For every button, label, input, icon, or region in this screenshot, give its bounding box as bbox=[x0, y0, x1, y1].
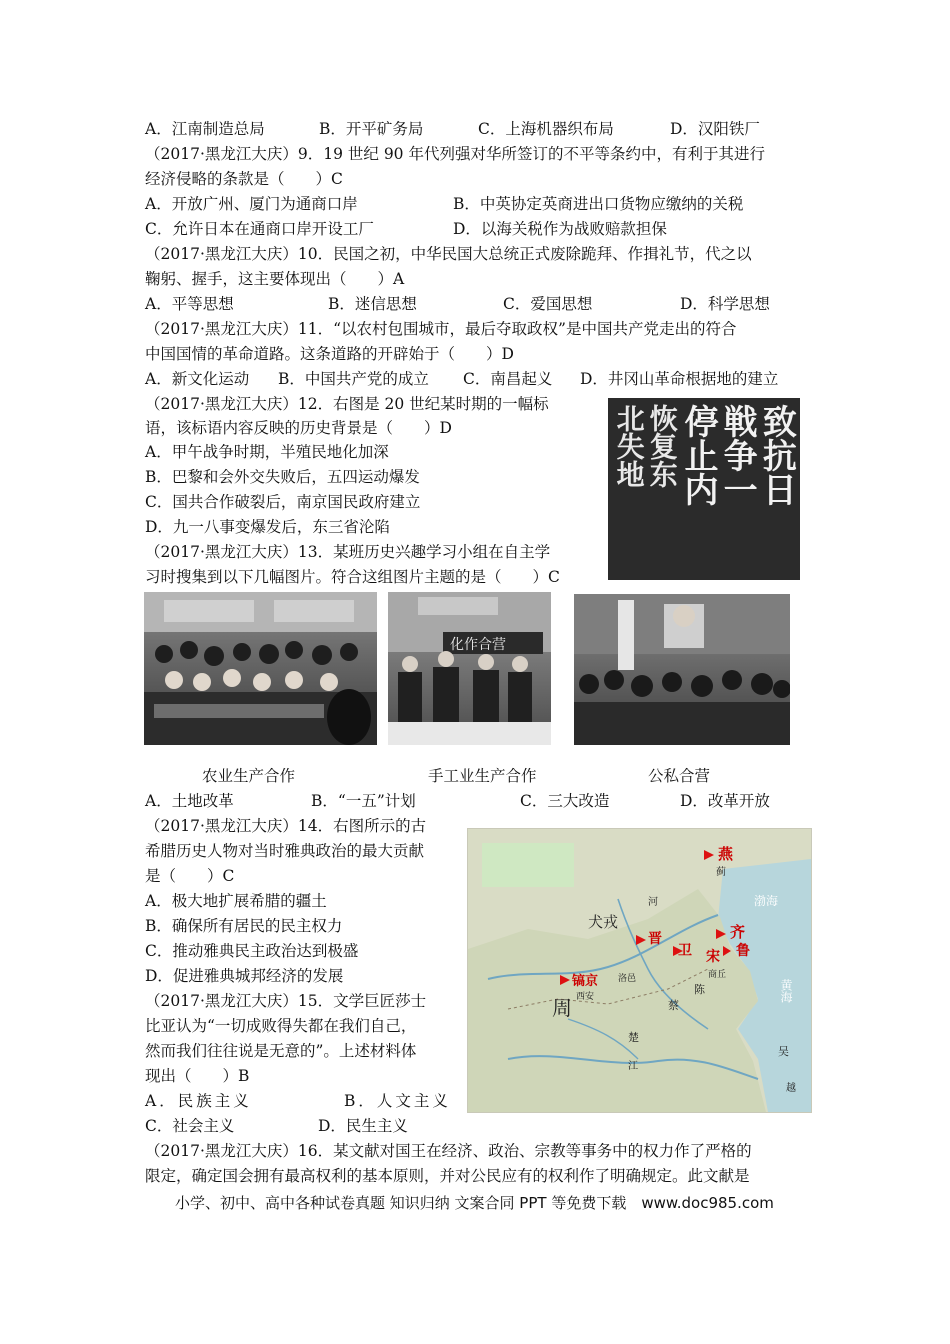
q11-stem-line1: （2017·黑龙江大庆）11．“以农村包围城市，最后夺取政权”是中国共产党走出的符合 bbox=[145, 320, 737, 338]
q12-stem-line2: 语，该标语内容反映的历史背景是（ ）D bbox=[145, 419, 452, 437]
q15-stem-line4: 现出（ ）B bbox=[145, 1067, 250, 1085]
label-jin: 晋 bbox=[648, 931, 662, 947]
label-bohai: 渤海 bbox=[754, 894, 779, 908]
label-ji: 蓟 bbox=[716, 867, 726, 878]
q10-option-b: B．迷信思想 bbox=[328, 295, 417, 313]
label-qi: 齐 bbox=[730, 923, 746, 941]
q13-option-d: D．改革开放 bbox=[680, 792, 770, 810]
q15-stem-line1: （2017·黑龙江大庆）15．文学巨匠莎士 bbox=[145, 992, 427, 1010]
slogan-column: 停止内 bbox=[677, 404, 718, 506]
q14-option-a: A．极大地扩展希腊的疆土 bbox=[145, 892, 327, 910]
label-yan: 燕 bbox=[718, 845, 734, 863]
q8-option-d: D．汉阳铁厂 bbox=[670, 120, 760, 138]
q10-stem-line1: （2017·黑龙江大庆）10．民国之初，中华民国大总统正式废除跪拜、作揖礼节，代之以 bbox=[145, 245, 752, 263]
label-luoyi: 洛邑 bbox=[618, 974, 637, 984]
label-shangqiu: 商丘 bbox=[708, 970, 727, 980]
q9-option-c: C．允许日本在通商口岸开设工厂 bbox=[145, 220, 374, 238]
q8-option-a: A．江南制造总局 bbox=[145, 120, 265, 138]
q13-stem-line1: （2017·黑龙江大庆）13．某班历史兴趣学习小组在自主学 bbox=[145, 543, 551, 561]
q13-option-a: A．土地改革 bbox=[145, 792, 234, 810]
q10-option-c: C．爱国思想 bbox=[503, 295, 593, 313]
q15-option-d: D．民生主义 bbox=[318, 1117, 408, 1135]
crowd-illustration bbox=[144, 592, 377, 745]
caption-agricultural: 农业生产合作 bbox=[202, 767, 296, 785]
q11-option-d: D．井冈山革命根据地的建立 bbox=[580, 370, 779, 388]
slogan-column: 戦争一 bbox=[717, 404, 758, 506]
joint-venture-illustration bbox=[574, 594, 790, 745]
q15-option-a: A．民族主义 bbox=[145, 1092, 252, 1110]
label-xian: 西安 bbox=[576, 992, 595, 1002]
q14-option-d: D．促进雅典城邦经济的发展 bbox=[145, 967, 344, 985]
q15-option-c: C．社会主义 bbox=[145, 1117, 235, 1135]
slogan-column: 恢复东 bbox=[645, 404, 679, 488]
q16-stem-line1: （2017·黑龙江大庆）16．某文献对国王在经济、政治、宗教等事务中的权力作了严格的 bbox=[145, 1142, 752, 1160]
q9-option-b: B．中英协定英商进出口货物应缴纳的关税 bbox=[453, 195, 744, 213]
page-footer: 小学、初中、高中各种试卷真题 知识归纳 文案合同 PPT 等免费下载 www.doc985.com bbox=[175, 1194, 774, 1212]
q14-option-b: B．确保所有居民的民主权力 bbox=[145, 917, 343, 935]
q11-option-a: A．新文化运动 bbox=[145, 370, 250, 388]
label-chu: 楚 bbox=[628, 1031, 639, 1044]
label-chen: 陈 bbox=[694, 983, 705, 996]
slogan-column: 北失地 bbox=[612, 404, 646, 488]
label-zhou: 周 bbox=[552, 996, 572, 1020]
q15-stem-line2: 比亚认为“一切成败得失都在我们自己， bbox=[145, 1017, 417, 1035]
label-song: 宋 bbox=[706, 949, 720, 965]
label-cai: 蔡 bbox=[668, 999, 679, 1012]
handicraft-cooperation-photo bbox=[388, 592, 551, 745]
q12-option-c: C．国共合作破裂后，南京国民政府建立 bbox=[145, 493, 421, 511]
q13-stem-line2: 习时搜集到以下几幅图片。符合这组图片主题的是（ ）C bbox=[145, 568, 560, 586]
handicraft-illustration bbox=[388, 592, 551, 745]
q10-option-d: D．科学思想 bbox=[680, 295, 770, 313]
q10-stem-line2: 鞠躬、握手，这主要体现出（ ）A bbox=[145, 270, 405, 288]
q15-option-b: B．人文主义 bbox=[344, 1092, 451, 1110]
q14-stem-line3: 是（ ）C bbox=[145, 867, 235, 885]
label-quanrong: 犬戎 bbox=[588, 913, 619, 931]
q15-stem-line3: 然而我们往往说是无意的”。上述材料体 bbox=[145, 1042, 417, 1060]
q11-option-b: B．中国共产党的成立 bbox=[278, 370, 429, 388]
q9-stem-line1: （2017·黑龙江大庆）9．19 世纪 90 年代列强对华所签订的不平等条约中，有利于其进行 bbox=[145, 145, 765, 163]
zhou-dynasty-map bbox=[467, 828, 812, 1113]
q13-option-c: C．三大改造 bbox=[520, 792, 610, 810]
q14-option-c: C．推动雅典民主政治达到极盛 bbox=[145, 942, 359, 960]
caption-handicraft: 手工业生产合作 bbox=[428, 767, 537, 785]
q14-stem-line1: （2017·黑龙江大庆）14．右图所示的古 bbox=[145, 817, 427, 835]
map-svg bbox=[468, 829, 811, 1112]
q16-stem-line2: 限定，确定国会拥有最高权利的基本原则，并对公民应有的权利作了明确规定。此文献是 bbox=[145, 1167, 750, 1185]
slogan-image bbox=[608, 398, 800, 580]
banner-text: 化作合营 bbox=[450, 637, 506, 653]
q12-option-b: B．巴黎和会外交失败后，五四运动爆发 bbox=[145, 468, 420, 486]
slogan-column: 致抗日 bbox=[756, 404, 797, 506]
q11-option-c: C．南昌起义 bbox=[463, 370, 553, 388]
q8-option-c: C．上海机器织布局 bbox=[478, 120, 614, 138]
q10-option-a: A．平等思想 bbox=[145, 295, 234, 313]
q12-stem-line1: （2017·黑龙江大庆）12．右图是 20 世纪某时期的一幅标 bbox=[145, 395, 549, 413]
q13-option-b: B．“一五”计划 bbox=[311, 792, 416, 810]
label-jiang: 江 bbox=[628, 1061, 638, 1072]
label-wu: 吴 bbox=[778, 1045, 789, 1058]
label-he: 河 bbox=[648, 897, 658, 908]
caption-public-private: 公私合营 bbox=[648, 767, 711, 785]
label-lu: 鲁 bbox=[736, 943, 750, 959]
agricultural-cooperation-photo bbox=[144, 592, 377, 745]
label-yue: 越 bbox=[786, 1083, 796, 1094]
q11-stem-line2: 中国国情的革命道路。这条道路的开辟始于（ ）D bbox=[145, 345, 514, 363]
public-private-joint-photo bbox=[574, 594, 790, 745]
q9-option-d: D．以海关税作为战败赔款担保 bbox=[453, 220, 667, 238]
label-huanghai: 黄海 bbox=[779, 979, 793, 1003]
q12-option-d: D．九一八事变爆发后，东三省沦陷 bbox=[145, 518, 390, 536]
q14-stem-line2: 希腊历史人物对当时雅典政治的最大贡献 bbox=[145, 842, 425, 860]
q8-option-b: B．开平矿务局 bbox=[319, 120, 424, 138]
label-haojing: 镐京 bbox=[572, 974, 599, 989]
label-wei: 卫 bbox=[678, 943, 692, 959]
q9-stem-line2: 经济侵略的条款是（ ）C bbox=[145, 170, 343, 188]
q9-option-a: A．开放广州、厦门为通商口岸 bbox=[145, 195, 358, 213]
q12-option-a: A．甲午战争时期，半殖民地化加深 bbox=[145, 443, 389, 461]
